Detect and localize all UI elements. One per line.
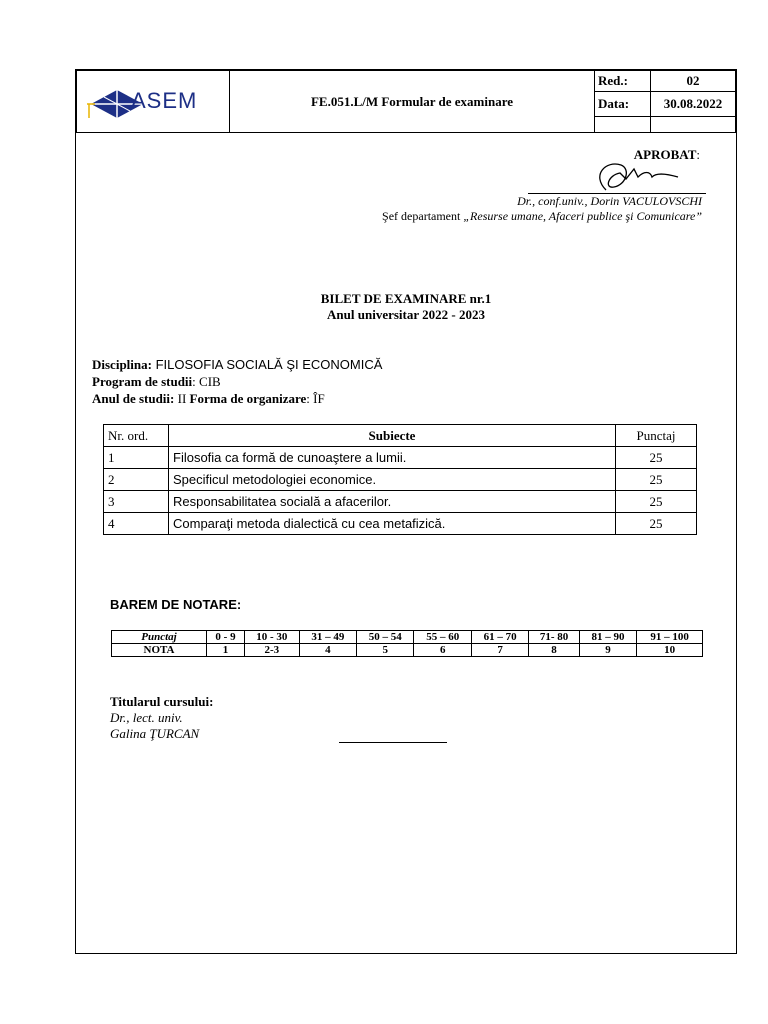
grade-label: NOTA (112, 644, 207, 657)
form-title: FE.051.L/M Formular de examinare (230, 71, 595, 133)
study-year-line: Anul de studii: II Forma de organizare: ÎF (92, 391, 325, 406)
asem-logo (77, 82, 227, 122)
grading-scale-table (111, 630, 703, 657)
grading-grade-row: NOTA 1 2-3 4 5 6 7 8 9 10 (112, 644, 703, 657)
approver-signature (586, 155, 686, 195)
header-score: Punctaj (616, 425, 697, 447)
points-label: Punctaj (112, 631, 207, 644)
date-label: Data: (595, 92, 651, 117)
date-value: 30.08.2022 (651, 92, 736, 117)
logo-cell (77, 71, 230, 133)
course-holder-title: Titularul cursului: (110, 694, 214, 709)
table-row: 1 Filosofia ca formă de cunoaştere a lumii. 25 (104, 447, 697, 469)
approval-title: APROBAT: (633, 147, 700, 162)
course-holder-rank: Dr., lect. univ. (110, 710, 183, 725)
logo-text: ASEM (131, 87, 198, 113)
form-header (76, 70, 736, 133)
table-row: 3 Responsabilitatea socială a afacerilor. 25 (104, 491, 697, 513)
academic-year: Anul universitar 2022 - 2023 (327, 307, 485, 322)
table-row: 2 Specificul metodologiei economice. 25 (104, 469, 697, 491)
course-holder-signature-line (339, 742, 447, 743)
revision-value: 02 (651, 71, 736, 92)
course-holder-name: Galina ŢURCAN (110, 726, 200, 741)
discipline-line: Disciplina: FILOSOFIA SOCIALĂ ŞI ECONOMICĂ (92, 357, 383, 372)
approver-name: Dr., conf.univ., Dorin VACULOVSCHI (517, 194, 702, 208)
empty-value-cell (651, 117, 736, 133)
ticket-title: BILET DE EXAMINARE nr.1 (320, 291, 492, 306)
exam-form-page (75, 69, 737, 954)
empty-label-cell (595, 117, 651, 133)
program-line: Program de studii: CIB (92, 374, 221, 389)
subjects-header-row (104, 425, 697, 447)
table-row: 4 Comparaţi metoda dialectică cu cea metafizică. 25 (104, 513, 697, 535)
approver-role: Şef departament „Resurse umane, Afaceri publice şi Comunicare” (382, 209, 702, 223)
subjects-table (103, 424, 697, 535)
grading-points-row: Punctaj 0 - 9 10 - 30 31 – 49 50 – 54 55 – 60 61 – 70 71- 80 81 – 90 91 – 100 (112, 631, 703, 644)
grading-scale-title: BAREM DE NOTARE: (110, 597, 242, 612)
revision-label: Red.: (595, 71, 651, 92)
header-nr: Nr. ord. (104, 425, 169, 447)
course-holder (110, 694, 213, 742)
header-subject: Subiecte (169, 425, 616, 447)
